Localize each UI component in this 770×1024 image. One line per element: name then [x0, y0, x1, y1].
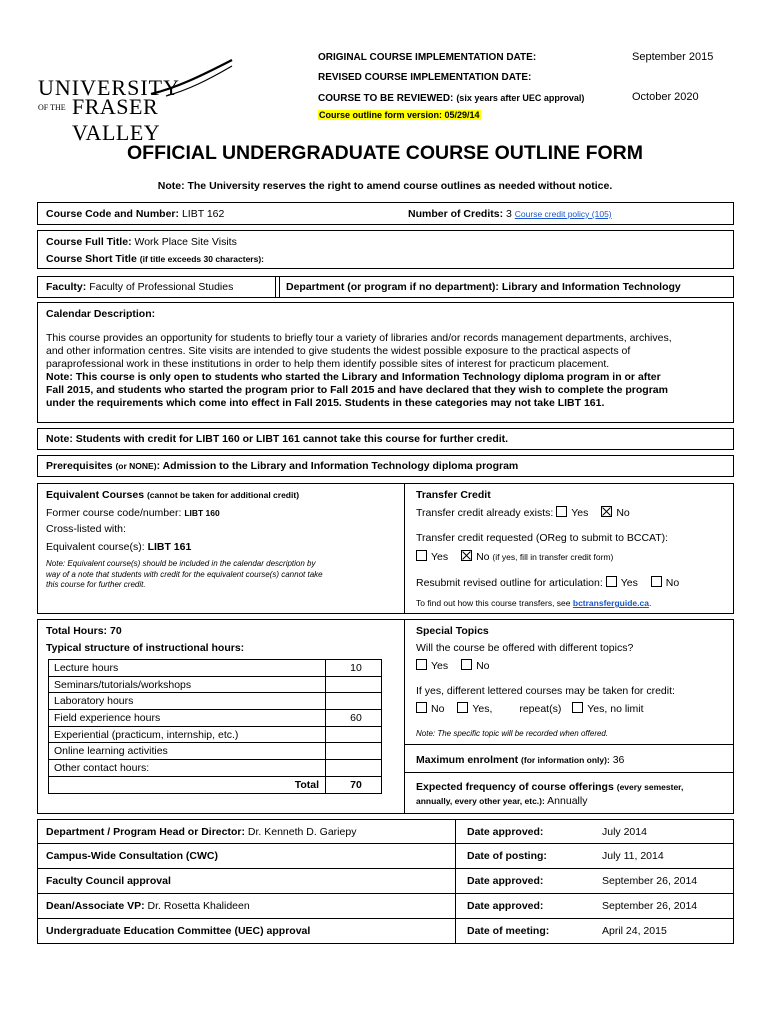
approval-row	[37, 844, 734, 869]
lettered-nolimit-checkbox[interactable]	[572, 702, 583, 713]
max-enrolment-label: Maximum enrolment	[416, 754, 519, 766]
calendar-note-line: Fall 2015, and students who started the program prior to Fall 2015 and have declared that they wish to complete the program	[46, 384, 668, 396]
total-hours-value: 70	[109, 625, 122, 637]
frequency-note2: annually, every other year, etc.):	[416, 796, 545, 806]
hours-row-value[interactable]	[326, 726, 382, 743]
special-italic-note: Note: The specific topic will be recorded when offered.	[416, 729, 609, 738]
approval-row	[37, 819, 734, 844]
course-code-label: Course Code and Number:	[46, 208, 180, 220]
equiv-italic-note: this course for further credit.	[46, 580, 146, 589]
faculty-section	[37, 276, 734, 298]
calendar-label: Calendar Description:	[46, 308, 156, 320]
faculty-label: Faculty:	[46, 281, 87, 293]
dept-label: Department (or program if no department):	[286, 281, 499, 293]
approval-date-label: Date approved:	[467, 826, 544, 838]
former-label: Former course code/number:	[46, 507, 182, 519]
course-code-value: LIBT 162	[181, 208, 225, 220]
transfer-exists-label: Transfer credit already exists:	[416, 507, 554, 519]
structure-label: Typical structure of instructional hours:	[46, 642, 245, 654]
prereq-label: Prerequisites	[46, 460, 113, 472]
review-value: October 2020	[632, 91, 699, 103]
resubmit-yes-checkbox[interactable]	[606, 576, 617, 587]
full-title-label: Course Full Title:	[46, 236, 132, 248]
equivalent-note: (cannot be taken for additional credit)	[146, 490, 300, 500]
lettered-yes-checkbox[interactable]	[457, 702, 468, 713]
prereq-value: : Admission to the Library and Information Technology diploma program	[156, 460, 519, 472]
hours-total-value: 70	[326, 776, 382, 793]
orig-date-value: September 2015	[632, 51, 714, 63]
hours-row-value[interactable]	[326, 760, 382, 777]
hours-row-label: Other contact hours:	[49, 760, 326, 777]
table-row	[49, 693, 382, 710]
approval-value: Dr. Rosetta Khalideen	[147, 900, 250, 912]
credit-policy-link[interactable]: Course credit policy (105)	[514, 209, 612, 219]
transfer-requested-no-checkbox[interactable]	[461, 550, 472, 561]
table-row	[49, 776, 382, 793]
calendar-section	[37, 302, 734, 423]
approval-date-label: Date of meeting:	[467, 925, 550, 937]
short-title-note: (if title exceeds 30 characters):	[139, 254, 265, 264]
equivalent-transfer-section	[37, 483, 734, 614]
review-label: COURSE TO BE REVIEWED:	[318, 93, 454, 104]
table-row	[49, 726, 382, 743]
hours-row-value[interactable]	[326, 676, 382, 693]
hours-row-label: Lecture hours	[49, 660, 326, 677]
calendar-line: This course provides an opportunity for students to briefly tour a variety of libraries and/or records management departments, archives,	[46, 332, 672, 344]
approval-label: Faculty Council approval	[46, 875, 171, 887]
course-title-section	[37, 230, 734, 269]
frequency-label: Expected frequency of course offerings	[416, 781, 614, 793]
max-enrolment-note: (for information only):	[521, 755, 610, 765]
prereq-note: (or NONE)	[115, 461, 157, 471]
prereq-section	[37, 455, 734, 477]
resubmit-label: Resubmit revised outline for articulation:	[416, 577, 603, 589]
frequency-value: Annually	[547, 795, 588, 807]
bctransferguide-link[interactable]: bctransferguide.ca	[572, 598, 649, 608]
resubmit-yes-label: Yes	[620, 577, 638, 589]
approval-label: Dean/Associate VP:	[46, 900, 145, 912]
calendar-line: paraprofessional work in these institutions in order to help them identify possible sites of interest for practicum placement.	[46, 358, 610, 370]
hours-row-label: Field experience hours	[49, 710, 326, 727]
approvals-table	[37, 819, 734, 944]
hours-row-value[interactable]	[326, 693, 382, 710]
approval-date: April 24, 2015	[602, 925, 667, 937]
approval-value: Dr. Kenneth D. Gariepy	[247, 826, 357, 838]
hours-row-label: Seminars/tutorials/workshops	[49, 676, 326, 693]
lettered-nolimit-label: Yes, no limit	[587, 703, 644, 715]
resubmit-no-checkbox[interactable]	[651, 576, 662, 587]
credits-value: 3	[506, 208, 512, 220]
equiv-italic-note: way of a note that students with credit for the equivalent course(s) cannot take	[46, 569, 323, 579]
approval-date-label: Date approved:	[467, 875, 544, 887]
approval-date: September 26, 2014	[602, 875, 698, 887]
table-row	[49, 743, 382, 760]
approval-date-label: Date approved:	[467, 900, 544, 912]
approval-date: July 2014	[602, 826, 647, 838]
short-title-label: Course Short Title	[46, 253, 137, 265]
hours-row-label: Laboratory hours	[49, 693, 326, 710]
dept-value: Library and Information Technology	[501, 281, 681, 293]
credit-note: Note: Students with credit for LIBT 160 or LIBT 161 cannot take this course for further credit.	[46, 433, 509, 445]
max-enrolment-value: 36	[612, 754, 625, 766]
transfer-requested-yes-label: Yes	[431, 551, 449, 563]
transfer-exists-yes-label: Yes	[571, 507, 589, 519]
hours-total-label: Total	[49, 776, 326, 793]
hours-row-label: Experiential (practicum, internship, etc.)	[49, 726, 326, 743]
find-transfer-end: .	[648, 598, 652, 608]
form-version: Course outline form version: 05/29/14	[319, 110, 480, 120]
transfer-requested-label: Transfer credit requested (OReg to submit to BCCAT):	[416, 532, 669, 544]
hours-special-section	[37, 619, 734, 814]
transfer-requested-yes-checkbox[interactable]	[416, 550, 427, 561]
hours-row-label: Online learning activities	[49, 743, 326, 760]
total-hours-label: Total Hours:	[46, 625, 108, 637]
lettered-no-checkbox[interactable]	[416, 702, 427, 713]
review-row	[318, 92, 584, 104]
find-transfer-text: To find out how this course transfers, see	[416, 598, 571, 608]
lettered-repeat-label: repeat(s)	[519, 703, 562, 715]
special-question: Will the course be offered with different topics?	[416, 642, 634, 654]
equiv-italic-note: Note: Equivalent course(s) should be included in the calendar description by	[46, 559, 316, 568]
table-row	[49, 760, 382, 777]
review-note: (six years after UEC approval)	[456, 93, 585, 103]
calendar-note-line: Note: This course is only open to students who started the Library and Information Technology diploma program in or after	[46, 371, 661, 383]
credit-note-section	[37, 428, 734, 450]
lettered-yes-label: Yes,	[472, 703, 493, 715]
logo-line1: UNIVERSITY	[38, 75, 180, 100]
approval-label: Undergraduate Education Committee (UEC) approval	[46, 925, 311, 937]
hours-row-value[interactable]: 10	[326, 660, 382, 677]
transfer-exists-no-label: No	[616, 507, 630, 519]
cross-listed-label: Cross-listed with:	[46, 523, 126, 535]
faculty-value: Faculty of Professional Studies	[89, 281, 234, 293]
table-row	[49, 660, 382, 677]
logo-prefix: OF THE	[38, 103, 66, 112]
course-code-section	[37, 202, 734, 225]
transfer-exists-no-checkbox[interactable]	[601, 506, 612, 517]
full-title-value: Work Place Site Visits	[134, 236, 237, 248]
logo-line2: FRASER VALLEY	[72, 94, 161, 145]
approval-label: Campus-Wide Consultation (CWC)	[46, 850, 218, 862]
approval-row	[37, 894, 734, 919]
hours-row-value[interactable]	[326, 743, 382, 760]
calendar-note-line: under the requirements which come into effect in Fall 2015. Students in these categories may not take LIBT 161.	[46, 397, 605, 409]
approval-row	[37, 869, 734, 894]
page-title: OFFICIAL UNDERGRADUATE COURSE OUTLINE FORM	[126, 142, 644, 164]
hours-table	[48, 659, 382, 794]
lettered-label: If yes, different lettered courses may be taken for credit:	[416, 685, 675, 697]
lettered-no-label: No	[431, 703, 445, 715]
equiv-course-value: LIBT 161	[147, 541, 192, 553]
approval-date-label: Date of posting:	[467, 850, 547, 862]
resubmit-no-label: No	[665, 577, 680, 589]
transfer-requested-no-label: No	[476, 551, 490, 563]
transfer-label: Transfer Credit	[416, 489, 491, 501]
approval-label: Department / Program Head or Director:	[46, 826, 245, 838]
special-yes-checkbox[interactable]	[416, 659, 427, 670]
frequency-note: (every semester,	[616, 782, 684, 792]
equivalent-label: Equivalent Courses	[46, 489, 145, 501]
approval-date: September 26, 2014	[602, 900, 698, 912]
university-logo	[38, 62, 238, 145]
calendar-line: and other information centres. Site visits are intended to give students the widest possible exposure to the practical aspects of	[46, 345, 631, 357]
revised-date-label: REVISED COURSE IMPLEMENTATION DATE:	[318, 72, 532, 83]
special-no-label: No	[476, 660, 490, 672]
table-row	[49, 710, 382, 727]
approval-date: July 11, 2014	[602, 850, 664, 862]
transfer-requested-note: (if yes, fill in transfer credit form)	[492, 552, 614, 562]
approval-row	[37, 919, 734, 944]
credits-label: Number of Credits:	[408, 208, 504, 220]
special-topics-label: Special Topics	[416, 625, 489, 637]
transfer-exists-yes-checkbox[interactable]	[556, 506, 567, 517]
special-no-checkbox[interactable]	[461, 659, 472, 670]
equiv-course-label: Equivalent course(s):	[46, 541, 145, 553]
former-value: LIBT 160	[184, 508, 220, 518]
orig-date-label: ORIGINAL COURSE IMPLEMENTATION DATE:	[318, 52, 537, 63]
page-note: Note: The University reserves the right to amend course outlines as needed without notice.	[157, 180, 613, 192]
special-yes-label: Yes	[431, 660, 449, 672]
table-row	[49, 676, 382, 693]
hours-row-value[interactable]: 60	[326, 710, 382, 727]
